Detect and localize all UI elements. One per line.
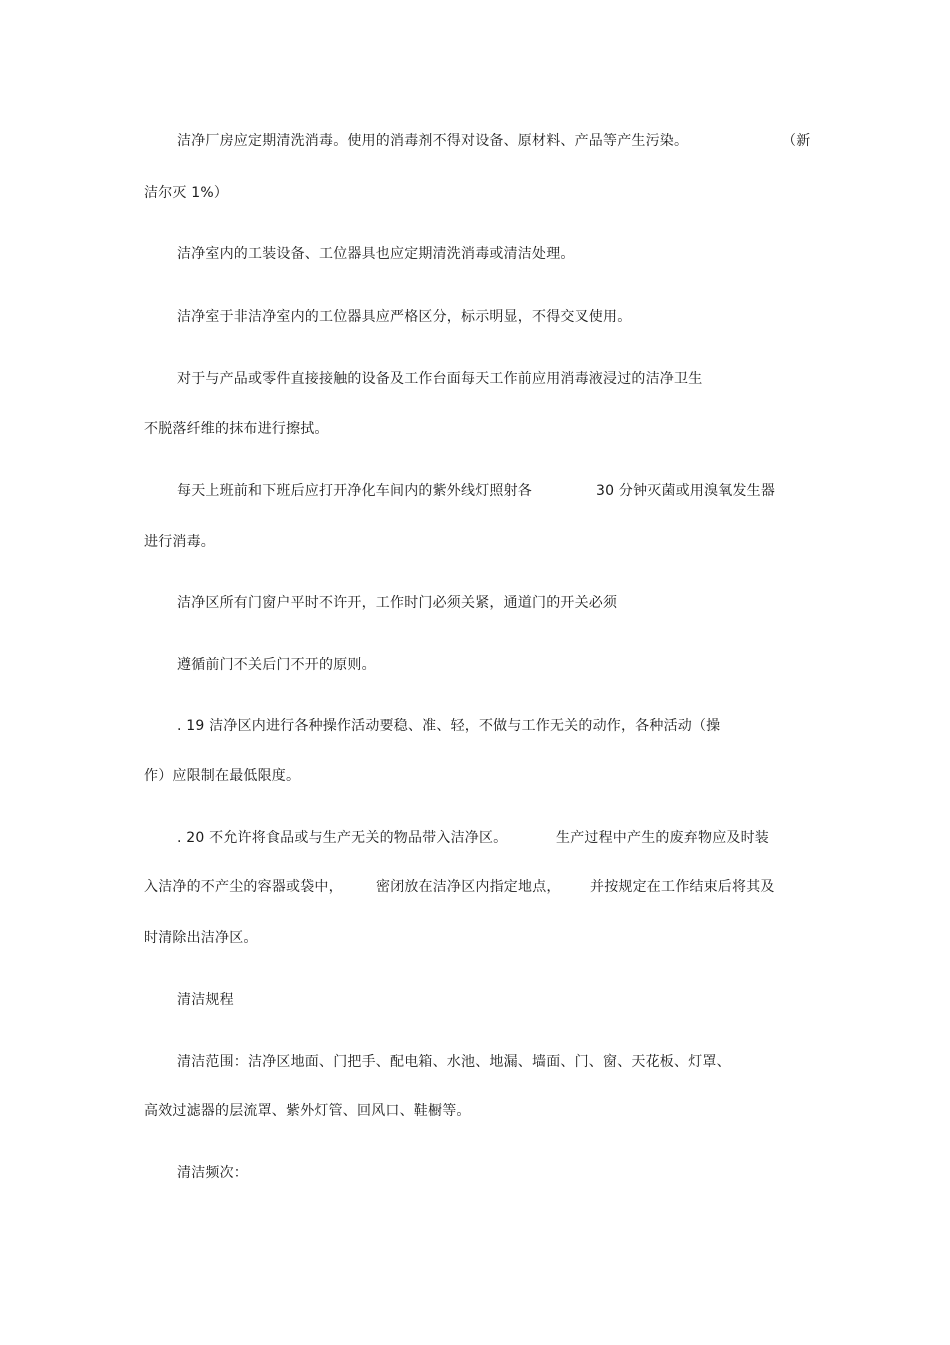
line-3: 洁净室内的工装设备、工位器具也应定期清洗消毒或清洁处理。 [177,246,575,262]
line-6: 不脱落纤维的抹布进行擦拭。 [144,421,329,437]
line-18: 高效过滤器的层流罩、紫外灯管、回风口、鞋橱等。 [144,1103,471,1119]
line-5: 对于与产品或零件直接接触的设备及工作台面每天工作前应用消毒液浸过的洁净卫生 [177,371,703,387]
line-10: 遵循前门不关后门不开的原则。 [177,657,376,673]
line-8: 进行消毒。 [144,534,215,550]
line-13b: 生产过程中产生的废弃物应及时装 [556,830,769,846]
line-17: 清洁范围：洁净区地面、门把手、配电箱、水池、地漏、墙面、门、窗、天花板、灯罩、 [177,1054,731,1070]
line-7a: 每天上班前和下班后应打开净化车间内的紫外线灯照射各 [177,483,532,499]
line-19: 清洁频次： [177,1165,248,1181]
line-4: 洁净室于非洁净室内的工位器具应严格区分，标示明显，不得交叉使用。 [177,309,632,325]
line-9: 洁净区所有门窗户平时不许开，工作时门必须关紧，通道门的开关必须 [177,595,618,611]
line-15: 时清除出洁净区。 [144,930,258,946]
line-14a: 入洁净的不产尘的容器或袋中， [144,879,343,895]
section-heading: 清洁规程 [177,992,234,1008]
line-1b: （新 [782,133,811,149]
line-14c: 并按规定在工作结束后将其及 [590,879,775,895]
line-11: . 19 洁净区内进行各种操作活动要稳、准、轻，不做与工作无关的动作，各种活动（操 [177,718,721,734]
line-1a: 洁净厂房应定期清洗消毒。使用的消毒剂不得对设备、原材料、产品等产生污染。 [177,133,689,149]
line-14b: 密闭放在洁净区内指定地点， [376,879,561,895]
line-12: 作）应限制在最低限度。 [144,768,301,784]
line-13a: . 20 不允许将食品或与生产无关的物品带入洁净区。 [177,830,508,846]
line-7b: 30 分钟灭菌或用溴氧发生器 [596,483,776,499]
line-2: 洁尔灭 1%） [144,185,229,201]
